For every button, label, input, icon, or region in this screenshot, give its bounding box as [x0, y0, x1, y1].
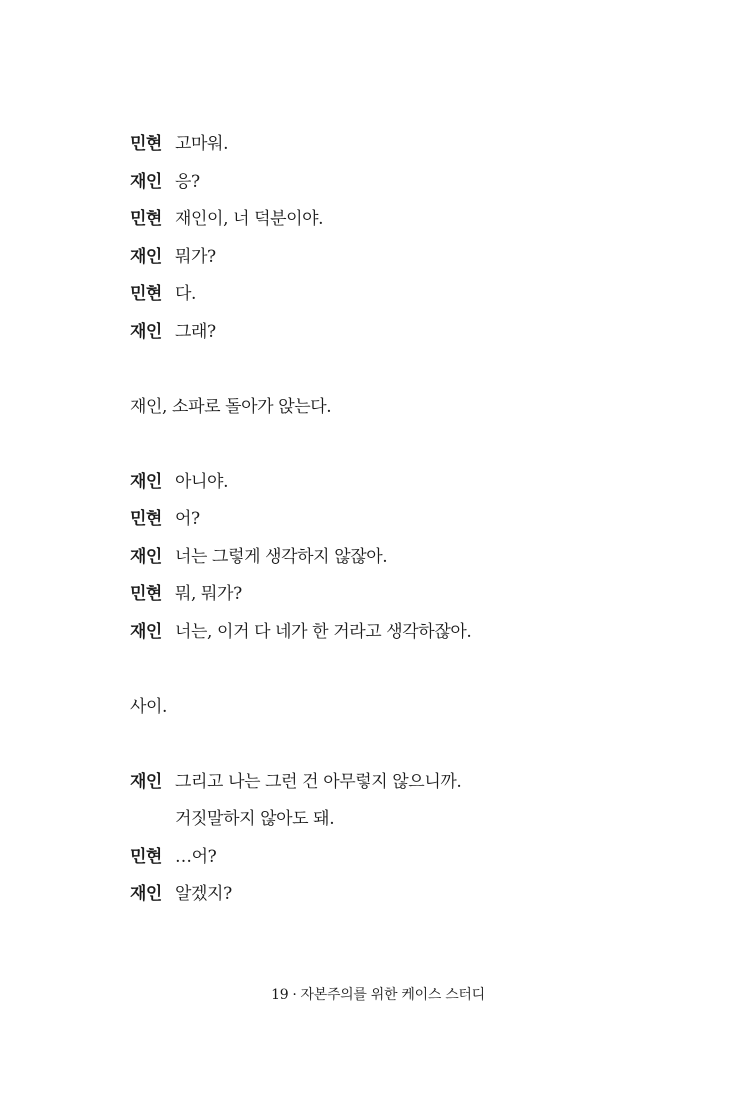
dialogue-line [130, 464, 690, 502]
speaker-name: 재인 [130, 321, 162, 342]
dialogue-text: 고마워. [175, 134, 229, 154]
dialogue-text: 재인이, 너 덕분이야. [175, 209, 324, 229]
stage-direction: 사이. [130, 696, 168, 717]
dialogue-line [130, 839, 690, 877]
speaker-name: 재인 [130, 621, 162, 642]
blank-line [130, 351, 690, 389]
speaker-name: 민현 [130, 284, 162, 304]
script-body [130, 126, 690, 914]
dialogue-text: 그래? [175, 321, 216, 342]
dialogue-line [130, 239, 690, 277]
dialogue-line [130, 276, 690, 314]
speaker-name: 재인 [130, 471, 162, 492]
speaker-name: 민현 [130, 846, 162, 867]
dialogue-line-continued [130, 801, 690, 839]
dialogue-line [130, 539, 690, 577]
dialogue-line [130, 501, 690, 539]
dialogue-line [130, 201, 690, 239]
running-title: 자본주의를 위한 케이스 스터디 [300, 987, 485, 1003]
speaker-name: 재인 [130, 546, 162, 567]
dialogue-text: 뭐가? [175, 246, 216, 267]
speaker-name: 민현 [130, 134, 162, 154]
speaker-name: 재인 [130, 171, 162, 192]
blank-line [130, 726, 690, 764]
dialogue-line [130, 614, 690, 652]
dialogue-line [130, 764, 690, 802]
blank-line [130, 651, 690, 689]
dialogue-line [130, 126, 690, 164]
dialogue-text: 그리고 나는 그런 건 아무렇지 않으니까. [175, 771, 462, 792]
dialogue-line [130, 164, 690, 202]
dialogue-text: …어? [175, 846, 217, 867]
speaker-name: 민현 [130, 209, 162, 229]
speaker-name: 재인 [130, 246, 162, 267]
dialogue-text: 응? [175, 171, 200, 192]
blank-line [130, 426, 690, 464]
page-number: 19 [271, 987, 289, 1003]
dialogue-line [130, 314, 690, 352]
dialogue-text: 거짓말하지 않아도 돼. [175, 809, 335, 829]
speaker-name: 재인 [130, 771, 162, 792]
footer-separator: · [292, 987, 297, 1003]
speaker-name: 민현 [130, 584, 162, 604]
speaker-name: 재인 [130, 884, 162, 904]
dialogue-text: 알겠지? [175, 884, 232, 904]
dialogue-text: 다. [175, 284, 197, 304]
dialogue-text: 너는 그렇게 생각하지 않잖아. [175, 546, 388, 567]
speaker-name: 민현 [130, 509, 162, 529]
dialogue-text: 어? [175, 509, 200, 529]
dialogue-line [130, 876, 690, 914]
dialogue-text: 너는, 이거 다 네가 한 거라고 생각하잖아. [175, 621, 472, 642]
dialogue-line [130, 576, 690, 614]
stage-direction: 재인, 소파로 돌아가 앉는다. [130, 396, 332, 417]
dialogue-text: 뭐, 뭐가? [175, 584, 242, 604]
dialogue-text: 아니야. [175, 471, 229, 492]
page-footer [0, 984, 756, 1004]
